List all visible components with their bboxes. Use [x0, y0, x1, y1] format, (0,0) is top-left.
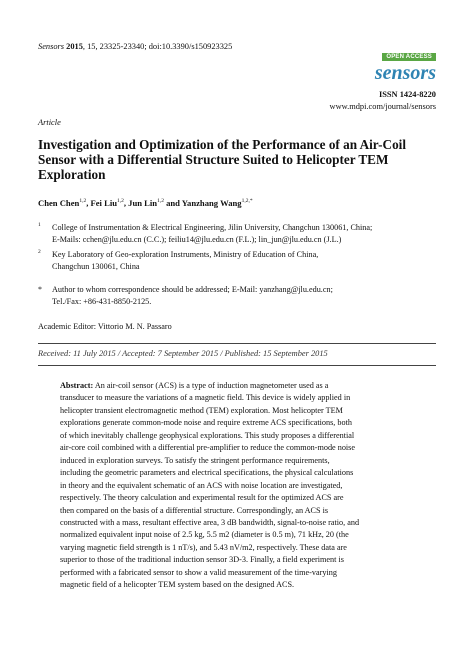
- correspondence-line: Author to whom correspondence should be addressed; E-Mail: yanzhang@jlu.edu.cn;: [52, 285, 333, 294]
- author-sep: and: [163, 198, 182, 208]
- issn: ISSN 1424-8220: [378, 90, 436, 99]
- abstract-line: performed with a fabricated sensor to show a valid measurement of the time-varying: [60, 567, 337, 577]
- author-aff: 1,2: [79, 198, 87, 205]
- author-sep: ,: [86, 198, 91, 208]
- divider: [38, 343, 436, 344]
- abstract-line: air-core coil combined with a differential pre-amplifier to reduce the common-mode noise: [60, 443, 356, 453]
- abstract-line: respectively. The theory calculation and experimental result for the optimized ACS are: [60, 493, 344, 503]
- author-name: Chen Chen: [38, 198, 80, 208]
- author-sep: ,: [123, 198, 129, 208]
- affiliation-line: College of Instrumentation & Electrical Engineering, Jilin University, Changchun 130061, China;: [52, 223, 373, 232]
- citation-rest: , 15, 23325-23340; doi:10.3390/s150923325: [82, 42, 233, 51]
- article-type: Article: [38, 118, 61, 127]
- affiliation-line: E-Mails: cchen@jlu.edu.cn (C.C.); feiliu14@jlu.edu.cn (F.L.); lin_jun@jlu.edu.cn (J.L.): [52, 234, 342, 244]
- journal-logo: sensors: [374, 62, 436, 84]
- academic-editor: Academic Editor: Vittorio M. N. Passaro: [38, 322, 172, 331]
- affiliation-line: Changchun 130061, China: [52, 261, 140, 271]
- author-aff: 1,2: [116, 198, 124, 205]
- author-name: Jun Lin: [128, 198, 158, 208]
- publication-dates: Received: 11 July 2015 / Accepted: 7 September 2015 / Published: 15 September 2015: [38, 349, 328, 358]
- author-name: Fei Liu: [90, 198, 117, 208]
- correspondence-line: Tel./Fax: +86-431-8850-2125.: [52, 296, 152, 306]
- abstract-line: induced in exploration surveys. To satisfy the stringent performance requirements,: [60, 455, 330, 465]
- citation-year: 2015: [66, 42, 83, 51]
- abstract-line: [60, 380, 414, 392]
- abstract-line: varying magnetic field strength is 1 nT/s), and 5.43 nV/m2, respectively. These data are: [60, 542, 347, 552]
- abstract-line: including the geometric parameters and electrical specifications, the physical calculations: [60, 468, 354, 478]
- divider: [38, 365, 436, 366]
- affiliation-number: 2: [38, 249, 41, 255]
- affiliation-line: Key Laboratory of Geo-exploration Instruments, Ministry of Education of China,: [52, 250, 319, 259]
- affiliation-1: [38, 222, 438, 245]
- author-name: Yanzhang Wang: [181, 198, 242, 208]
- abstract-line: transducer to measure the variations of a magnetic field. This device is widely applied in: [60, 393, 351, 403]
- affiliation-2: [38, 249, 438, 272]
- abstract-line: magnetic field of a helicopter TEM system based on the designed ACS.: [60, 580, 295, 590]
- correspondence: [38, 284, 438, 307]
- citation-journal: Sensors: [38, 42, 65, 51]
- abstract-text: An air-coil sensor (ACS) is a type of induction magnetometer used as a: [94, 381, 329, 390]
- affiliation-number: 1: [38, 222, 41, 228]
- open-access-badge: OPEN ACCESS: [382, 53, 436, 61]
- abstract: [60, 380, 414, 592]
- authors: [38, 198, 253, 208]
- abstract-line: of which inevitably challenge geophysical explorations. This study proposes a differential: [60, 430, 355, 440]
- abstract-line: helicopter transient electromagnetic method (TEM) exploration. Most helicopter TEM: [60, 405, 343, 415]
- article-title: Investigation and Optimization of the Performance of an Air-Coil Sensor with a Differential Structure Suited to Helicopter TEM Exploration: [38, 137, 406, 182]
- citation-line: [38, 42, 232, 51]
- abstract-line: normalized equivalent input noise of 2.5 kg, 5.5 m2 (diameter is 0.5 m), 71 kHz, 20 (the: [60, 530, 349, 540]
- author-aff: 1,2: [157, 198, 164, 205]
- author-aff-num: 1,2,: [241, 198, 250, 205]
- journal-url[interactable]: www.mdpi.com/journal/sensors: [329, 102, 436, 111]
- author-aff: 1,2,*: [241, 198, 253, 205]
- abstract-line: constructed with a mass, resultant effective area, 3 dB bandwidth, signal-to-noise ratio, and: [60, 517, 360, 527]
- abstract-line: then compared on the basis of a differential structure. Correspondingly, an ACS is: [60, 505, 329, 515]
- abstract-line: explorations generate common-mode noise and require extreme ACS specifications, both: [60, 418, 352, 428]
- abstract-line: superior to those of the traditional induction sensor 3D-3. Finally, a field experiment is: [60, 555, 344, 565]
- abstract-line: in theory and the equivalent schematic of an ACS with noise location are investigated,: [60, 480, 343, 490]
- abstract-label: Abstract:: [60, 381, 94, 390]
- correspondence-mark: *: [38, 285, 42, 294]
